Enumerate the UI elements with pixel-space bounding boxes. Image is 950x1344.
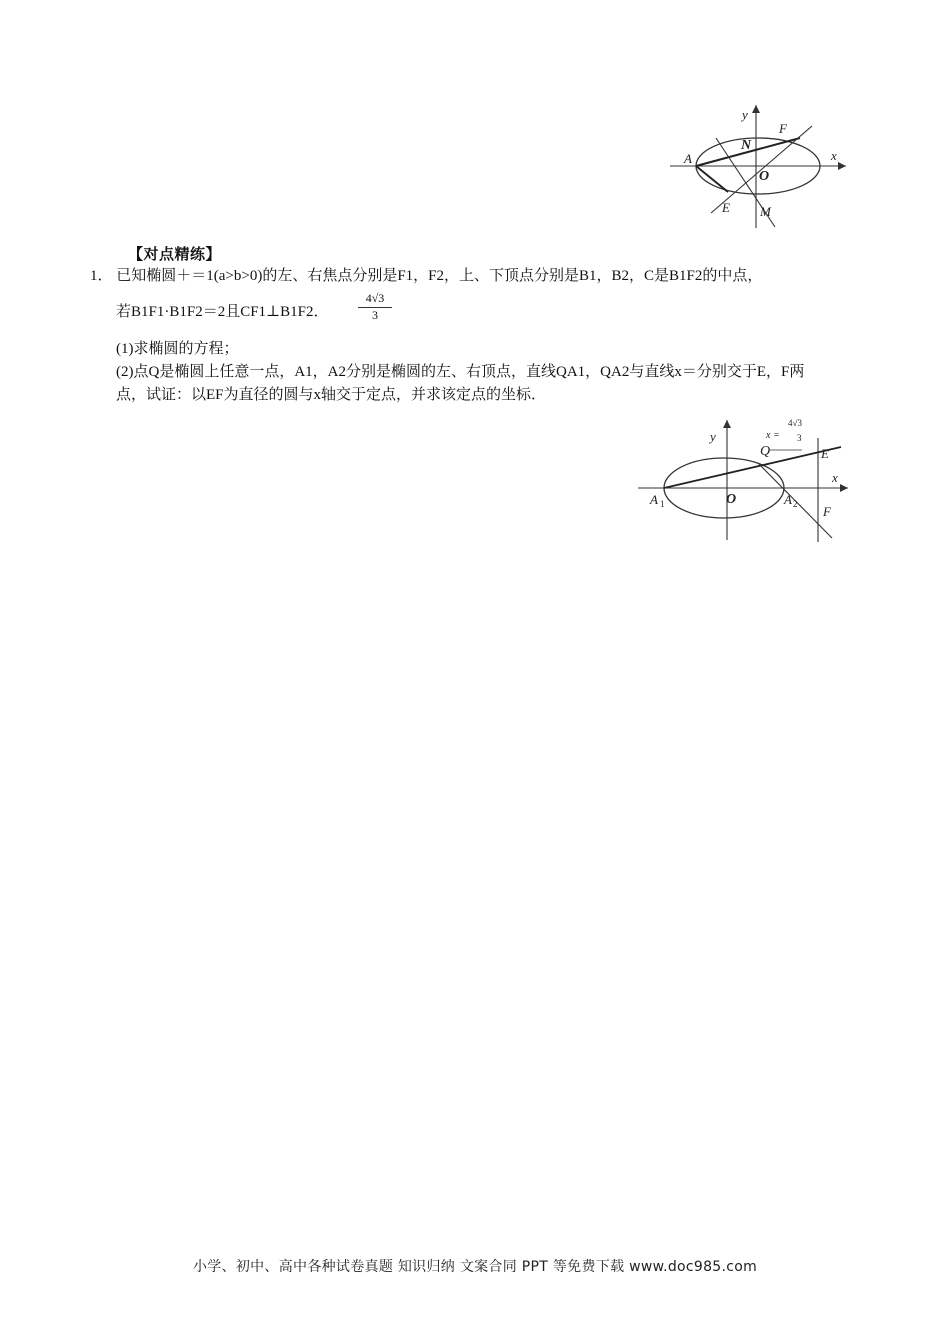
part-1: (1)求椭圆的方程； (116, 341, 239, 357)
label-A: A (684, 151, 692, 166)
line-x-numerator: 4√3 (788, 418, 802, 428)
page-footer: 小学、初中、高中各种试卷真题 知识归纳 文案合同 PPT 等免费下载 www.doc985.com (192, 1259, 758, 1275)
ellipse-figure-2 (636, 410, 856, 544)
ellipse-figure-1 (668, 100, 858, 232)
fraction-denominator: 3 (372, 308, 378, 322)
label-N: N (741, 138, 752, 153)
problem-number: 1． (90, 268, 113, 284)
label-A1-subscript: 1 (660, 499, 665, 509)
label-F: F (779, 121, 787, 136)
problem-1-line-2: 若B1F1·B1F2＝2且CF1⊥B1F2． (116, 304, 329, 320)
problem-statement: 已知椭圆＋＝1(a>b>0)的左、右焦点分别是F1，F2，上、下顶点分别是B1，B2，C是B1F2的中点， (116, 268, 763, 284)
part-2-line-1: (2)点Q是椭圆上任意一点，A1，A2分别是椭圆的左、右顶点，直线QA1，QA2与直线x＝分别交于E，F两 (116, 364, 805, 380)
fraction-numerator: 4√3 (358, 291, 392, 308)
section-title: 【对点精练】 (128, 245, 222, 263)
label-x: x (831, 148, 837, 163)
line-x-denominator: 3 (797, 433, 802, 443)
line-x-label: x = (766, 430, 780, 441)
label-O: O (759, 169, 770, 184)
fraction-4root3-over-3 (358, 291, 392, 323)
ellipse-diagram-1 (668, 100, 858, 232)
label-x: x (832, 470, 838, 485)
label-A2: A (784, 492, 792, 507)
label-y: y (710, 429, 716, 444)
label-A1: A (650, 492, 658, 507)
label-F: F (823, 504, 831, 519)
label-E: E (821, 446, 829, 461)
label-y: y (742, 107, 748, 122)
label-E: E (722, 200, 730, 215)
label-A2-subscript: 2 (793, 499, 798, 509)
label-O: O (726, 492, 737, 507)
label-M: M (760, 204, 771, 219)
ellipse-diagram-2 (636, 410, 856, 544)
problem-1-line-1 (90, 266, 762, 286)
label-Q: Q (760, 444, 771, 459)
part-2-line-2: 点，试证：以EF为直径的圆与x轴交于定点，并求该定点的坐标． (116, 387, 547, 403)
